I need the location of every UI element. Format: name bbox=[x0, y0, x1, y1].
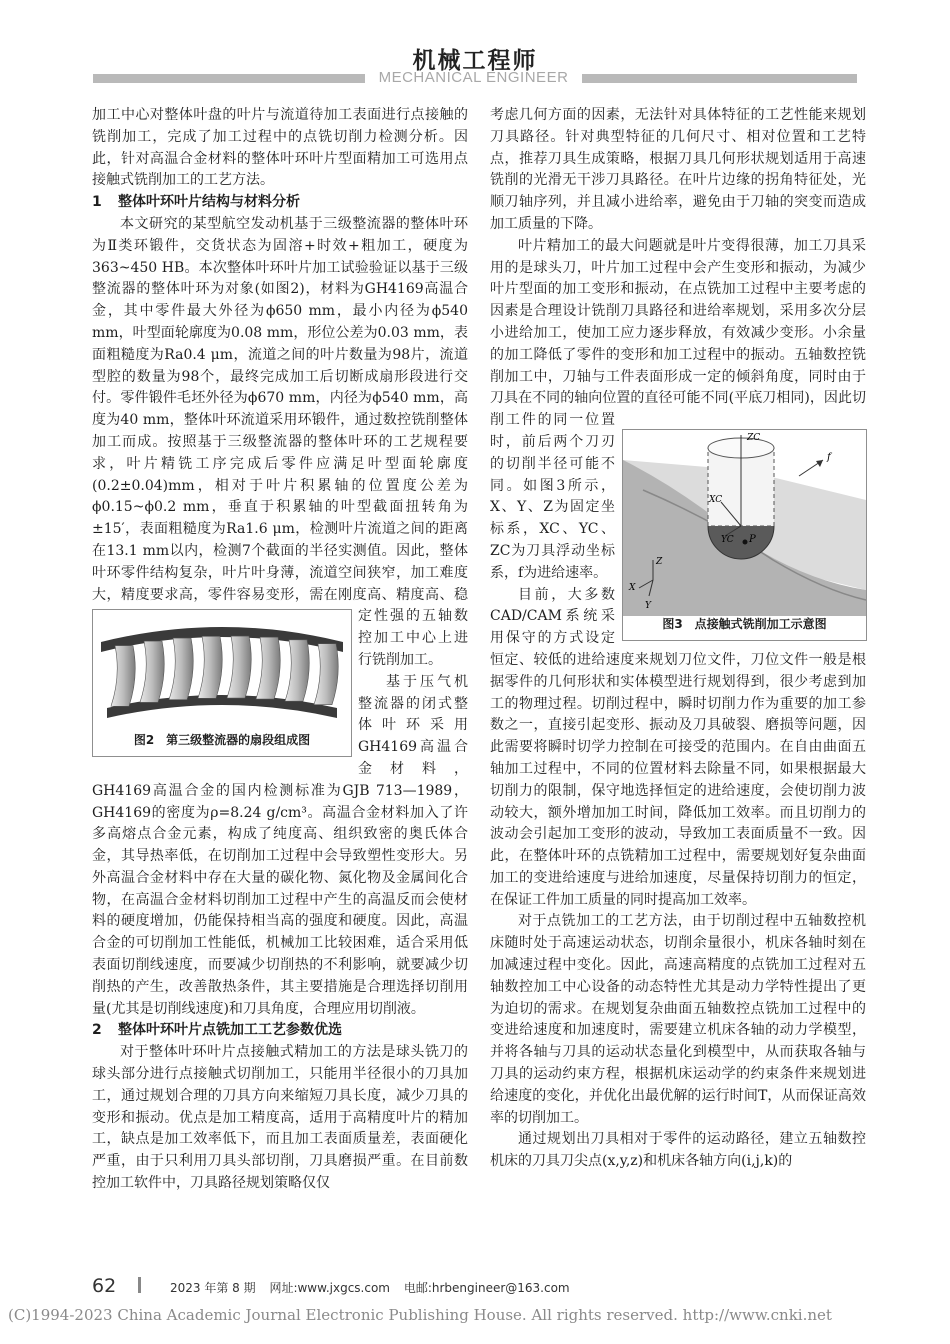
stator-vane bbox=[227, 636, 251, 698]
stator-segment-image bbox=[93, 610, 351, 732]
footer-separator bbox=[138, 1277, 141, 1293]
section-title: 整体叶环叶片结构与材料分析 bbox=[118, 194, 300, 211]
paragraph: 基于压气机整流器的闭式整体叶环采用GH4169高温合金材料，GH4169高温合金的国内检测标准为GJB 713—1989，GH4169的密度为ρ=8.24 g/cm³。高温合金材料加入了许多高熔点合金元素，构成了纯度高、组织致密的奥氏体合金，其导热率低，在切削加工过程中会导致塑性变形大。另外高温合金材料中存在大量的碳化物、氮化物及金属间化合物，在高温合金材料切削加工过程中产生的高温反而会使材料的硬度增加，仍能保持相当高的强度和硬度。因此，高温合金的可切削加工性能低，机械加工比较困难，适合采用低表面切削线速度，而要减少切削热的不利影响，就要减少切削热的产生，改善散热条件，其主要措施是合理选择切削用量(尤其是切削线速度)和刀具角度，合理应用切削液。 bbox=[92, 673, 468, 1017]
paragraph bbox=[92, 214, 468, 672]
paragraph: 加工中心对整体叶盘的叶片与流道待加工表面进行点接触的铣削加工，完成了加工过程中的点铣切削力检测分析。因此，针对高温合金材料的整体叶环叶片型面精加工可选用点接触式铣削加工的工艺方法。 bbox=[92, 107, 468, 189]
paragraph: 通过规划出刀具相对于零件的运动路径，建立五轴数控机床的刀具刀尖点(x,y,z)和机床各轴方向(i,j,k)的 bbox=[490, 1131, 866, 1170]
paragraph: 考虑几何方面的因素，无法针对具体特征的工艺性能来规划刀具路径。针对典型特征的几何尺寸、相对位置和工艺特点，推荐刀具生成策略，根据刀具几何形状规划适用于高速铣削的光滑无干涉刀具路径。在叶片边缘的拐角特征处，光顺刀轴序列，并且减小进给率，避免由于刀轴的突变而造成加工质量的下降。 bbox=[490, 107, 866, 232]
figure-3-caption: 图3 点接触式铣削加工示意图 bbox=[662, 617, 827, 631]
footer-email: 电邮:hrbengineer@163.com bbox=[403, 1281, 570, 1295]
header-rule-left bbox=[93, 74, 365, 83]
stator-vane bbox=[198, 636, 222, 698]
stator-vane bbox=[256, 637, 280, 699]
contact-point bbox=[743, 540, 748, 545]
paragraph: 对于整体叶环叶片点接触式精加工的方法是球头铣刀的球头部分进行点接触式切削加工，只能用半径很小的刀具加工，通过规划合理的刀具方向来缩短刀具长度，减少刀具的变形和振动。优点是加工精度高，适用于高精度叶片的精加工，缺点是加工效率低下，而且加工表面质量差，表面硬化严重，由于只利用刀具头部切削，刀具磨损严重。在目前数控加工软件中，刀具路径规划策略仅仅 bbox=[92, 1044, 468, 1192]
label-yc: YC bbox=[721, 535, 734, 545]
label-p: P bbox=[749, 534, 756, 545]
point-milling-diagram bbox=[623, 430, 866, 616]
section-number: 1 bbox=[92, 194, 102, 211]
figure-3 bbox=[622, 429, 867, 641]
section-title: 整体叶环叶片点铣加工工艺参数优选 bbox=[118, 1022, 342, 1039]
label-zc: ZC bbox=[747, 433, 761, 443]
figure-2 bbox=[92, 609, 352, 757]
paragraph-text: 本文研究的某型航空发动机基于三级整流器的整体叶环为Ⅱ类环锻件，交货状态为固溶+时效+粗加工，硬度为363~450 HB。本次整体叶环叶片加工试验验证以基于三级整流器的整体叶环为对象(如图2)，材料为GH4169高温合金，其中零件最大外径为ϕ650 mm，最小内径为ϕ540 mm，叶型面轮廓度为0.08 mm，形位公差为0.03 mm，表面粗糙度为Ra0.4 μm，流道之间的叶片数量为98片，流道型腔的数量为98个，最终完成加工后切断成扇形段进行交付。零件锻件毛坯外径为ϕ670 mm，内径为ϕ540 mm，高度为40 mm，整体叶环流道采用环锻件，通过数控铣削整体加工而成。按照基于三级整流器的整体叶环的工艺规程要求，叶片精铣工序完成后零件应满足叶型面轮廓度(0.2±0.04)mm，相对于叶片积累轴的位置度公差为ϕ0.15~ϕ0.2 mm，垂直于积累轴的叶型截面扭转角为±15′，表面粗糙度为Ra1.6 μm，检测叶片流道之间的距离在13.1 mm以内，检测7个截面的半径实测值。因此，整体叶环零件结构复杂，叶片叶身薄，流道空间狭窄，加工难度大，精度要求高，零件容易变形，需在刚度高、精度高、稳定性强的五轴数控加工中心上进行铣削加工。 bbox=[92, 215, 468, 668]
label-y: Y bbox=[645, 601, 651, 611]
header-rule-right bbox=[582, 74, 857, 83]
label-f: f bbox=[827, 452, 831, 463]
section-heading-2 bbox=[92, 1020, 468, 1042]
footer-website: 网址:www.jxgcs.com bbox=[269, 1281, 390, 1295]
paragraph: 叶片精加工的最大问题就是叶片变得很薄，加工刀具采用的是球头刀，叶片加工过程中会产生变形和振动，为减少叶片型面的加工变形和振动，在点铣加工过程中主要考虑的因素是合理设计铣削刀具路径和进给率规划，采用多次分层小进给加工，使加工应力逐步释放，有效减少变形。小余量的加工降低了零件的变形和加工过程中的振动。五轴数控铣削加工中，刀轴与工件表面形成一定的倾斜角度，同时由于刀具在不同的轴向位置的直径可能不同(平底刀相同)，因此切削工件的同一位置时，前后两个刀刃的切削半径可能不同。如图3所示，X、Y、Z为固定坐标系，XC、YC、ZC为刀具浮动坐标系，f为进给速率。 bbox=[490, 236, 866, 585]
copyright-notice: (C)1994-2023 China Academic Journal Electronic Publishing House. All rights reserved. http://www.cnki.net bbox=[8, 1306, 832, 1324]
section-heading-1 bbox=[92, 192, 468, 214]
page-number: 62 bbox=[92, 1275, 117, 1297]
stator-vane bbox=[140, 641, 164, 702]
section-number: 2 bbox=[92, 1022, 102, 1039]
footer-issue: 2023 年第 8 期 bbox=[170, 1281, 256, 1295]
stator-vane bbox=[111, 646, 135, 707]
paragraph: 目前，大多数CAD/CAM系统采用保守的方式设定恒定、较低的进给速度来规划刀位文件，刀位文件一般是根据零件的几何形状和实体模型进行规划得到，很少考虑到加工的物理过程。切削过程中，瞬时切削力作为重要的加工参数之一，直接引起变形、振动及刀具破裂、磨损等问题，因此需要将瞬时切学力控制在可接受的范围内。在自由曲面五轴加工过程中，不同的位置材料去除量不同，如果根据最大切削力的限制，保守地选择恒定的进给速度，会使切削力波动较大，额外增加加工时间，降低加工效率。而且切削力的波动会引起加工变形的波动，导致加工表面质量不一致。因此，在整体叶环的点铣精加工过程中，需要规划好复杂曲面加工的变进给速度与进给加速度，尽量保持切削力的恒定，在保证工件加工质量的同时提高加工效率。 bbox=[490, 586, 866, 908]
paragraph: 对于点铣加工的工艺方法，由于切削过程中五轴数控机床随时处于高速运动状态，切削余量很小，机床各轴时刻在加减速过程中变化。因此，高速高精度的点铣加工过程对五轴数控加工中心设备的动态特性尤其是动力学特性提出了更为迫切的需求。在规划复杂曲面五轴数控点铣加工过程中的变进给速度和加速度时，需要建立机床各轴的动力学模型，并将各轴与刀具的运动状态量化到模型中，从而获取各轴与刀具的运动约束方程，根据机床运动学的约束条件来规划进给速度的变化，并优化出最优解的运行时间T，从而保证高效率的切削加工。 bbox=[490, 913, 866, 1126]
label-z: Z bbox=[656, 557, 663, 567]
stator-vane bbox=[314, 644, 338, 705]
journal-subtitle: MECHANICAL ENGINEER bbox=[378, 69, 569, 86]
journal-title: 机械工程师 bbox=[412, 48, 538, 74]
stator-vane bbox=[169, 638, 193, 700]
label-xc: XC bbox=[709, 495, 723, 505]
label-x: X bbox=[629, 583, 636, 593]
stator-vane bbox=[285, 640, 309, 701]
figure-2-caption: 图2 第三级整流器的扇段组成图 bbox=[133, 733, 311, 747]
footer-info bbox=[170, 1279, 580, 1296]
